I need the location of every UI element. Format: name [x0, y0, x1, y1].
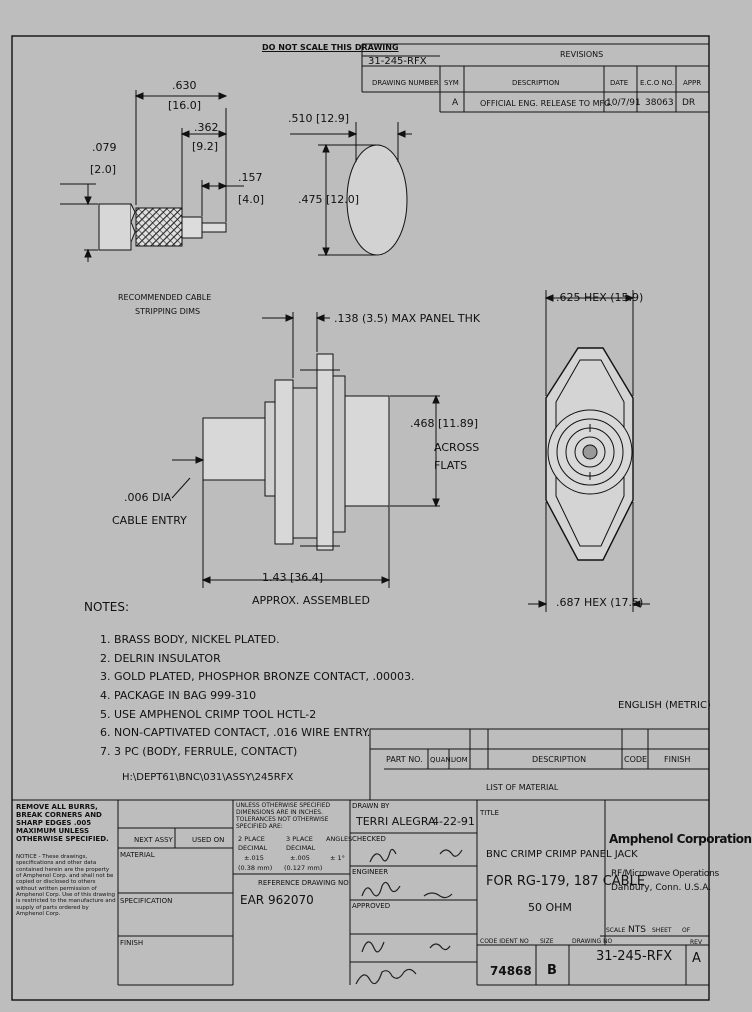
reference-drawing-number: EAR 962070	[240, 893, 314, 907]
dim-630: .630	[172, 79, 197, 92]
dim-hex-687: .687 HEX (17.5)	[556, 596, 644, 609]
dim-510: .510 [12.9]	[288, 112, 350, 125]
tol-decimal-a: DECIMAL	[238, 844, 268, 852]
drawn-by-name: TERRI ALEGRA	[356, 815, 436, 828]
company-name: Amphenol Corporation	[609, 832, 752, 846]
rev-row-sym: A	[452, 98, 459, 108]
rev-letter: A	[692, 951, 701, 966]
checked-label: CHECKED	[352, 835, 386, 843]
dim-468: .468 [11.89]	[410, 417, 479, 430]
size-label: SIZE	[540, 938, 554, 945]
note-6: 6. NON-CAPTIVATED CONTACT, .016 WIRE ENTRY.	[100, 726, 371, 739]
english-metric-label: ENGLISH (METRIC)	[618, 700, 711, 711]
code-ident-label: CODE IDENT NO	[480, 938, 529, 945]
tol-value-3place: ±.005	[290, 854, 310, 862]
title-line-2: FOR RG-179, 187 CABLE	[486, 874, 646, 889]
dim-cable-entry-dia: .006 DIA	[124, 491, 172, 504]
strip-label-line-2: STRIPPING DIMS	[135, 307, 201, 316]
rev-label: REV	[690, 939, 703, 946]
bom-col-uom: UOM	[451, 756, 468, 764]
approx-assembled-label: APPROX. ASSEMBLED	[252, 594, 370, 607]
proprietary-notice: NOTICE - These drawings, specifications and other data contained herein are the property of Amphenol Corp. and shall not be copied or disclosed to others without written permission of Amphenol Corp. Use of this drawing is restricted to the manufacture and supply of parts ordered by Amphenol Corp.	[16, 854, 116, 917]
file-path: H:\DEPT61\BNC\031\ASSY\245RFX	[122, 772, 294, 783]
title-label: TITLE	[480, 809, 499, 817]
sheet-of-label: OF	[682, 927, 691, 934]
dim-079: .079	[92, 141, 117, 154]
break-corners-note: REMOVE ALL BURRS, BREAK CORNERS AND SHARP EDGES .005 MAXIMUM UNLESS OTHERWISE SPECIFIED.	[16, 803, 109, 844]
note-7: 7. 3 PC (BODY, FERRULE, CONTACT)	[100, 745, 298, 758]
rev-row-appr: DR	[682, 98, 696, 108]
tol-decimal-b: DECIMAL	[286, 844, 316, 852]
rev-col-description: DESCRIPTION	[512, 79, 560, 87]
used-on-label: USED ON	[192, 836, 225, 844]
drawing-no-label: DRAWING NO	[572, 938, 613, 945]
dim-panel-thickness: .138 (3.5) MAX PANEL THK	[334, 312, 481, 325]
code-ident-number: 74868	[490, 964, 532, 978]
do-not-scale-note: DO NOT SCALE THIS DRAWING	[262, 43, 399, 52]
tol-mm-2place: (0.38 mm)	[238, 864, 273, 872]
drawing-number-top: 31-245-RFX	[368, 56, 427, 67]
note-1: 1. BRASS BODY, NICKEL PLATED.	[100, 633, 280, 646]
dim-157: .157	[238, 171, 263, 184]
title-line-1: BNC CRIMP CRIMP PANEL JACK	[486, 849, 638, 860]
material-label: MATERIAL	[120, 851, 155, 859]
bom-col-finish: FINISH	[664, 755, 691, 764]
finish-label: FINISH	[120, 939, 144, 947]
dim-hex-625: .625 HEX (15.9)	[556, 291, 644, 304]
tol-angles: ANGLES	[326, 835, 353, 843]
rev-row-date: 10/7/91	[606, 98, 641, 108]
scale-label: SCALE	[606, 927, 626, 934]
rev-col-drawing-number: DRAWING NUMBER	[372, 79, 439, 87]
tol-value-2place: ±.015	[244, 854, 264, 862]
rev-row-description: OFFICIAL ENG. RELEASE TO MFG.	[480, 99, 613, 108]
note-2: 2. DELRIN INSULATOR	[100, 652, 221, 665]
specification-label: SPECIFICATION	[120, 897, 173, 905]
revisions-title: REVISIONS	[560, 50, 604, 59]
across-label-2: FLATS	[434, 459, 468, 472]
strip-label-line-1: RECOMMENDED CABLE	[118, 293, 212, 302]
dim-362: .362	[194, 121, 219, 134]
rev-col-date: DATE	[610, 79, 629, 87]
scale-value: NTS	[628, 925, 646, 935]
engineer-label: ENGINEER	[352, 868, 389, 876]
title-line-3: 50 OHM	[528, 901, 572, 914]
division-name: RF/Microwave Operations	[611, 869, 719, 879]
dim-079-metric: [2.0]	[90, 163, 117, 176]
dim-143: 1.43 [36.4]	[262, 571, 324, 584]
sheet-size: B	[547, 963, 557, 978]
tolerance-note: UNLESS OTHERWISE SPECIFIED DIMENSIONS ARE IN INCHES. TOLERANCES NOT OTHERWISE SPECIFIED ARE:	[236, 802, 331, 830]
next-assy-label: NEXT ASSY	[134, 836, 173, 844]
sheet-label: SHEET	[652, 927, 672, 934]
note-3: 3. GOLD PLATED, PHOSPHOR BRONZE CONTACT, .00003.	[100, 670, 415, 683]
tol-value-angle: ± 1°	[330, 854, 345, 862]
dim-630-metric: [16.0]	[168, 99, 202, 112]
notes-title: NOTES:	[84, 600, 129, 614]
company-location: Danbury, Conn. U.S.A.	[611, 883, 712, 893]
bom-title: LIST OF MATERIAL	[486, 783, 559, 792]
across-label-1: ACROSS	[434, 441, 480, 454]
bom-col-part-no: PART NO.	[386, 755, 423, 764]
rev-col-sym: SYM	[444, 79, 459, 87]
rev-col-eco: E.C.O NO.	[640, 79, 675, 87]
drawn-by-label: DRAWN BY	[352, 802, 390, 810]
approved-label: APPROVED	[352, 902, 391, 910]
tol-mm-3place: (0.127 mm)	[284, 864, 323, 872]
bom-col-description: DESCRIPTION	[532, 755, 587, 764]
reference-drawing-label: REFERENCE DRAWING NO	[258, 879, 349, 887]
cable-entry-label: CABLE ENTRY	[112, 514, 187, 527]
tol-3place: 3 PLACE	[286, 835, 313, 843]
bom-col-quan: QUAN.	[430, 756, 453, 764]
note-5: 5. USE AMPHENOL CRIMP TOOL HCTL-2	[100, 708, 317, 721]
tol-2place: 2 PLACE	[238, 835, 265, 843]
note-4: 4. PACKAGE IN BAG 999-310	[100, 689, 257, 702]
drawing-number: 31-245-RFX	[596, 949, 673, 964]
rev-col-appr: APPR	[683, 79, 702, 87]
dim-362-metric: [9.2]	[192, 140, 219, 153]
bom-col-code: CODE	[624, 755, 648, 764]
drawn-date: 4-22-91	[432, 815, 475, 828]
rev-row-eco: 38063	[645, 98, 674, 108]
dim-475: .475 [12.0]	[298, 193, 360, 206]
dim-157-metric: [4.0]	[238, 193, 265, 206]
